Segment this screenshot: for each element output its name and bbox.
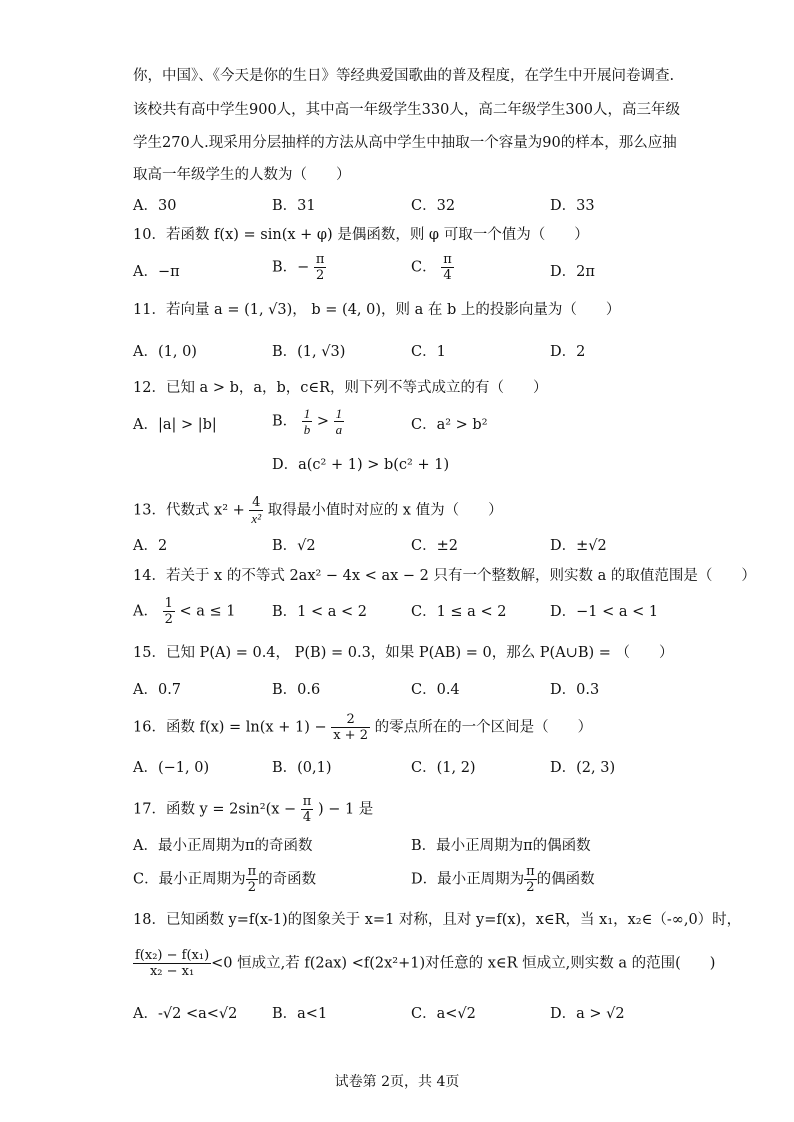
q10-option-a: A．−π: [133, 264, 180, 280]
q17-option-d-before: D．最小正周期为: [411, 871, 525, 888]
q12-option-b: [272, 406, 344, 437]
q16-stem-after: 的零点所在的一个区间是（ ）: [374, 719, 593, 736]
q12-option-c: C．a² > b²: [411, 417, 488, 433]
q10-option-b: [272, 252, 326, 283]
q9-option-c: C．32: [411, 198, 456, 214]
fraction-denominator: 2: [316, 268, 325, 283]
q17-option-a: A．最小正周期为π的奇函数: [133, 838, 313, 854]
q10-option-c-prefix: C．: [411, 259, 437, 276]
fraction-numerator: 4: [249, 495, 263, 511]
fraction-numerator: 1: [164, 596, 173, 611]
q18-stem-fraction: [133, 948, 211, 979]
q12-option-a: A．|a| > |b|: [133, 417, 217, 433]
q9-line-3: 学生270人.现采用分层抽样的方法从高中学生中抽取一个容量为90的样本，那么应抽: [133, 135, 677, 151]
q17-option-d-fraction: [524, 864, 537, 895]
q16-option-c: C．(1, 2): [411, 760, 476, 776]
fraction-numerator: π: [247, 864, 257, 879]
fraction-denominator: b: [303, 422, 311, 437]
q16-option-b: B．(0,1): [272, 760, 332, 776]
q11-option-b: B．(1, √3): [272, 344, 346, 360]
q10-option-b-prefix: B．−: [272, 259, 310, 276]
q9-line-2: 该校共有高中学生900人，其中高一年级学生330人，高二年级学生300人，高三年级: [133, 102, 681, 118]
fraction-denominator: 2: [164, 612, 173, 627]
q17-stem: [133, 794, 373, 825]
fraction-numerator: 1: [303, 406, 311, 421]
fraction-denominator: x²: [251, 511, 262, 526]
q15-option-a: A．0.7: [133, 682, 182, 698]
q17-option-c-fraction: [246, 864, 259, 895]
fraction-denominator: 2: [247, 880, 257, 895]
q13-option-a: A．2: [133, 538, 168, 554]
q18-option-d: D．a > √2: [550, 1006, 625, 1022]
q15-stem: 15．已知 P(A) = 0.4， P(B) = 0.3，如果 P(AB) = 0，那么 P(A∪B) = （ ）: [133, 645, 674, 661]
fraction-numerator: f(x₂) − f(x₁): [135, 948, 210, 963]
fraction-denominator: a: [335, 422, 343, 437]
q14-option-a: [133, 596, 235, 627]
fraction-numerator: π: [443, 252, 452, 267]
q11-stem: 11．若向量 a = (1, √3)， b = (4, 0)，则 a 在 b 上的投影向量为（ ）: [133, 302, 621, 318]
q9-line-1: 你，中国》、《今天是你的生日》等经典爱国歌曲的普及程度，在学生中开展问卷调查.: [133, 68, 675, 84]
fraction-numerator: π: [526, 864, 535, 879]
q16-option-a: A．(−1, 0): [133, 760, 210, 776]
fraction-numerator: π: [302, 794, 312, 809]
q17-stem-fraction: [301, 794, 314, 825]
q17-stem-after: ) − 1 是: [317, 801, 374, 818]
q13-option-d: D．±√2: [550, 538, 607, 554]
q14-option-d: D．−1 < a < 1: [550, 604, 659, 620]
q15-option-d: D．0.3: [550, 682, 600, 698]
q13-option-b: B．√2: [272, 538, 316, 554]
q17-option-c-after: 的奇函数: [258, 871, 317, 888]
q17-option-c: [133, 864, 316, 895]
fraction-denominator: 2: [526, 880, 535, 895]
q14-option-a-after: < a ≤ 1: [179, 603, 236, 620]
q9-line-4: 取高一年级学生的人数为（ ）: [133, 167, 351, 183]
q18-option-b: B．a<1: [272, 1006, 328, 1022]
q17-option-c-before: C．最小正周期为: [133, 871, 246, 888]
fraction-denominator: 4: [302, 810, 312, 825]
q18-option-c: C．a<√2: [411, 1006, 476, 1022]
q13-stem-after: 取得最小值时对应的 x 值为（ ）: [267, 502, 503, 519]
q17-option-d-after: 的偶函数: [536, 871, 595, 888]
q9-option-d: D．33: [550, 198, 595, 214]
q10-option-b-fraction: [314, 252, 327, 283]
fraction-denominator: 4: [443, 268, 452, 283]
q10-stem: 10．若函数 f(x) = sin(x + φ) 是偶函数，则 φ 可取一个值为（ ）: [133, 227, 589, 243]
q15-option-c: C．0.4: [411, 682, 460, 698]
q12-option-d: D．a(c² + 1) > b(c² + 1): [272, 457, 450, 473]
fraction-denominator: x₂ − x₁: [149, 964, 195, 979]
q12-option-b-operator: >: [312, 413, 334, 430]
q14-option-c: C．1 ≤ a < 2: [411, 604, 507, 620]
q9-option-b: B．31: [272, 198, 316, 214]
q12-option-b-right-fraction: [334, 406, 345, 437]
q12-option-b-prefix: B．: [272, 413, 298, 430]
q11-option-d: D．2: [550, 344, 586, 360]
q11-option-c: C．1: [411, 344, 446, 360]
q16-option-d: D．(2, 3): [550, 760, 616, 776]
q13-option-c: C．±2: [411, 538, 458, 554]
q18-option-a: A．-√2 <a<√2: [133, 1006, 238, 1022]
q12-option-b-left-fraction: [302, 406, 313, 437]
q15-option-b: B．0.6: [272, 682, 321, 698]
q18-stem-line-2: [133, 948, 715, 979]
fraction-numerator: π: [315, 252, 325, 267]
fraction-numerator: 1: [335, 406, 343, 421]
fraction-denominator: x + 2: [333, 728, 368, 743]
fraction-numerator: 2: [331, 712, 370, 728]
q16-stem-before: 16．函数 f(x) = ln(x + 1) −: [133, 719, 332, 736]
q13-stem-before: 13．代数式 x² +: [133, 502, 250, 519]
q14-option-a-prefix: A．: [133, 603, 158, 620]
q10-option-c-fraction: [441, 252, 454, 283]
q10-option-d: D．2π: [550, 264, 595, 280]
q12-stem: 12．已知 a > b，a，b，c∈R，则下列不等式成立的有（ ）: [133, 380, 548, 396]
q14-option-a-fraction: [163, 596, 175, 627]
q18-stem-line-1: 18．已知函数 y=f(x-1)的图象关于 x=1 对称，且对 y=f(x)，x∈R，当 x₁，x₂∈（-∞,0）时，: [133, 912, 742, 928]
q14-option-b: B．1 < a < 2: [272, 604, 367, 620]
q18-stem-after: <0 恒成立,若 f(2ax) <f(2x²+1)对任意的 x∈R 恒成立,则实数 a 的范围( ): [211, 955, 716, 972]
q16-stem-fraction: [331, 712, 370, 743]
q13-stem-fraction: [249, 495, 263, 526]
q17-option-d: [411, 864, 595, 895]
q14-stem: 14．若关于 x 的不等式 2ax² − 4x < ax − 2 只有一个整数解，则实数 a 的取值范围是（ ）: [133, 568, 756, 584]
page-footer: 试卷第 2页，共 4页: [334, 1074, 460, 1090]
q11-option-a: A．(1, 0): [133, 344, 197, 360]
q16-stem: [133, 712, 592, 743]
q13-stem: [133, 495, 503, 526]
q9-option-a: A．30: [133, 198, 177, 214]
q17-option-b: B．最小正周期为π的偶函数: [411, 838, 591, 854]
q17-stem-before: 17．函数 y = 2sin²(x −: [133, 801, 301, 818]
q10-option-c: [411, 252, 454, 283]
